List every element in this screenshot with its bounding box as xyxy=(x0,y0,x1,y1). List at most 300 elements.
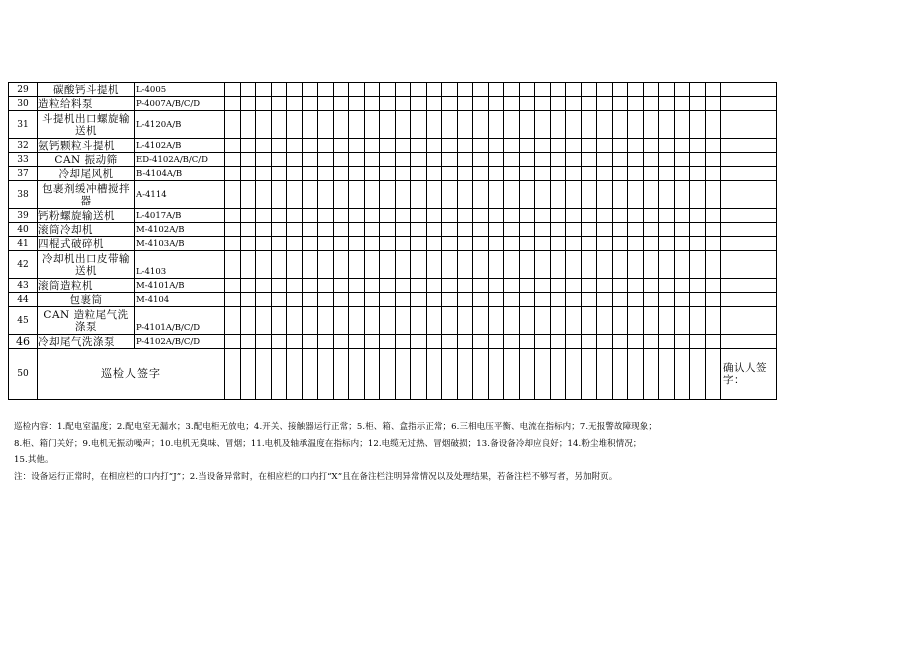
check-cell[interactable] xyxy=(473,335,489,349)
check-cell[interactable] xyxy=(659,209,675,223)
check-cell[interactable] xyxy=(488,237,504,251)
check-cell[interactable] xyxy=(364,279,380,293)
check-cell[interactable] xyxy=(612,97,628,111)
check-cell[interactable] xyxy=(612,181,628,209)
check-cell[interactable] xyxy=(426,181,442,209)
check-cell[interactable] xyxy=(240,181,256,209)
check-cell[interactable] xyxy=(318,139,334,153)
check-cell[interactable] xyxy=(287,97,303,111)
check-cell[interactable] xyxy=(457,153,473,167)
check-cell[interactable] xyxy=(302,97,318,111)
check-cell[interactable] xyxy=(488,307,504,335)
check-cell[interactable] xyxy=(287,237,303,251)
signature-cell[interactable] xyxy=(457,349,473,400)
check-cell[interactable] xyxy=(318,153,334,167)
check-cell[interactable] xyxy=(395,153,411,167)
check-cell[interactable] xyxy=(705,237,721,251)
check-cell[interactable] xyxy=(504,293,520,307)
check-cell[interactable] xyxy=(395,307,411,335)
check-cell[interactable] xyxy=(411,83,427,97)
check-cell[interactable] xyxy=(643,251,659,279)
check-cell[interactable] xyxy=(349,97,365,111)
check-cell[interactable] xyxy=(705,209,721,223)
check-cell[interactable] xyxy=(659,237,675,251)
check-cell[interactable] xyxy=(690,307,706,335)
check-cell[interactable] xyxy=(380,111,396,139)
check-cell[interactable] xyxy=(674,97,690,111)
check-cell[interactable] xyxy=(628,167,644,181)
check-cell[interactable] xyxy=(612,335,628,349)
check-cell[interactable] xyxy=(612,111,628,139)
check-cell[interactable] xyxy=(271,307,287,335)
check-cell[interactable] xyxy=(597,209,613,223)
check-cell[interactable] xyxy=(411,307,427,335)
check-cell[interactable] xyxy=(612,307,628,335)
check-cell[interactable] xyxy=(473,223,489,237)
check-cell[interactable] xyxy=(426,167,442,181)
check-cell[interactable] xyxy=(302,83,318,97)
check-cell[interactable] xyxy=(256,97,272,111)
check-cell[interactable] xyxy=(457,181,473,209)
check-cell[interactable] xyxy=(628,111,644,139)
check-cell[interactable] xyxy=(628,279,644,293)
check-cell[interactable] xyxy=(287,153,303,167)
check-cell[interactable] xyxy=(457,251,473,279)
check-cell[interactable] xyxy=(705,293,721,307)
check-cell[interactable] xyxy=(225,111,241,139)
check-cell[interactable] xyxy=(643,293,659,307)
check-cell[interactable] xyxy=(442,167,458,181)
signature-cell[interactable] xyxy=(504,349,520,400)
check-cell[interactable] xyxy=(550,139,566,153)
check-cell[interactable] xyxy=(287,223,303,237)
check-cell[interactable] xyxy=(659,97,675,111)
check-cell[interactable] xyxy=(690,279,706,293)
check-cell[interactable] xyxy=(225,335,241,349)
check-cell[interactable] xyxy=(302,111,318,139)
check-cell[interactable] xyxy=(519,335,535,349)
check-cell[interactable] xyxy=(395,279,411,293)
check-cell[interactable] xyxy=(457,293,473,307)
check-cell[interactable] xyxy=(411,293,427,307)
check-cell[interactable] xyxy=(597,111,613,139)
check-cell[interactable] xyxy=(612,139,628,153)
signature-cell[interactable] xyxy=(612,349,628,400)
check-cell[interactable] xyxy=(659,111,675,139)
check-cell[interactable] xyxy=(380,335,396,349)
check-cell[interactable] xyxy=(271,237,287,251)
check-cell[interactable] xyxy=(488,167,504,181)
check-cell[interactable] xyxy=(643,83,659,97)
check-cell[interactable] xyxy=(628,83,644,97)
check-cell[interactable] xyxy=(628,237,644,251)
check-cell[interactable] xyxy=(643,335,659,349)
check-cell[interactable] xyxy=(395,139,411,153)
check-cell[interactable] xyxy=(581,307,597,335)
check-cell[interactable] xyxy=(349,167,365,181)
signature-cell[interactable] xyxy=(442,349,458,400)
check-cell[interactable] xyxy=(380,307,396,335)
check-cell[interactable] xyxy=(457,223,473,237)
remarks-cell[interactable] xyxy=(721,97,777,111)
check-cell[interactable] xyxy=(643,181,659,209)
check-cell[interactable] xyxy=(380,167,396,181)
check-cell[interactable] xyxy=(628,223,644,237)
check-cell[interactable] xyxy=(457,111,473,139)
check-cell[interactable] xyxy=(271,97,287,111)
check-cell[interactable] xyxy=(519,251,535,279)
remarks-cell[interactable] xyxy=(721,139,777,153)
check-cell[interactable] xyxy=(690,293,706,307)
signature-cell[interactable] xyxy=(597,349,613,400)
check-cell[interactable] xyxy=(271,139,287,153)
check-cell[interactable] xyxy=(473,111,489,139)
check-cell[interactable] xyxy=(690,181,706,209)
check-cell[interactable] xyxy=(349,111,365,139)
check-cell[interactable] xyxy=(705,97,721,111)
check-cell[interactable] xyxy=(240,223,256,237)
check-cell[interactable] xyxy=(581,167,597,181)
check-cell[interactable] xyxy=(690,237,706,251)
check-cell[interactable] xyxy=(457,83,473,97)
check-cell[interactable] xyxy=(333,139,349,153)
check-cell[interactable] xyxy=(287,167,303,181)
check-cell[interactable] xyxy=(318,167,334,181)
check-cell[interactable] xyxy=(473,209,489,223)
check-cell[interactable] xyxy=(349,251,365,279)
check-cell[interactable] xyxy=(535,251,551,279)
check-cell[interactable] xyxy=(271,153,287,167)
check-cell[interactable] xyxy=(612,153,628,167)
check-cell[interactable] xyxy=(504,335,520,349)
check-cell[interactable] xyxy=(240,335,256,349)
check-cell[interactable] xyxy=(364,335,380,349)
check-cell[interactable] xyxy=(674,153,690,167)
check-cell[interactable] xyxy=(488,209,504,223)
check-cell[interactable] xyxy=(612,237,628,251)
check-cell[interactable] xyxy=(442,223,458,237)
check-cell[interactable] xyxy=(395,83,411,97)
check-cell[interactable] xyxy=(643,153,659,167)
check-cell[interactable] xyxy=(659,279,675,293)
check-cell[interactable] xyxy=(240,153,256,167)
check-cell[interactable] xyxy=(659,335,675,349)
check-cell[interactable] xyxy=(349,293,365,307)
check-cell[interactable] xyxy=(473,83,489,97)
check-cell[interactable] xyxy=(364,251,380,279)
check-cell[interactable] xyxy=(690,167,706,181)
check-cell[interactable] xyxy=(643,209,659,223)
check-cell[interactable] xyxy=(597,181,613,209)
check-cell[interactable] xyxy=(535,223,551,237)
check-cell[interactable] xyxy=(411,139,427,153)
check-cell[interactable] xyxy=(426,279,442,293)
check-cell[interactable] xyxy=(705,251,721,279)
signature-cell[interactable] xyxy=(271,349,287,400)
check-cell[interactable] xyxy=(597,223,613,237)
check-cell[interactable] xyxy=(550,307,566,335)
check-cell[interactable] xyxy=(426,153,442,167)
check-cell[interactable] xyxy=(333,97,349,111)
check-cell[interactable] xyxy=(333,251,349,279)
signature-cell[interactable] xyxy=(566,349,582,400)
check-cell[interactable] xyxy=(380,181,396,209)
check-cell[interactable] xyxy=(256,293,272,307)
check-cell[interactable] xyxy=(504,111,520,139)
check-cell[interactable] xyxy=(240,111,256,139)
check-cell[interactable] xyxy=(674,181,690,209)
check-cell[interactable] xyxy=(612,251,628,279)
check-cell[interactable] xyxy=(488,251,504,279)
check-cell[interactable] xyxy=(705,181,721,209)
check-cell[interactable] xyxy=(349,237,365,251)
check-cell[interactable] xyxy=(333,153,349,167)
check-cell[interactable] xyxy=(566,167,582,181)
check-cell[interactable] xyxy=(380,293,396,307)
check-cell[interactable] xyxy=(473,293,489,307)
check-cell[interactable] xyxy=(488,293,504,307)
check-cell[interactable] xyxy=(550,237,566,251)
check-cell[interactable] xyxy=(442,139,458,153)
check-cell[interactable] xyxy=(395,335,411,349)
check-cell[interactable] xyxy=(426,251,442,279)
check-cell[interactable] xyxy=(674,167,690,181)
check-cell[interactable] xyxy=(628,139,644,153)
check-cell[interactable] xyxy=(473,237,489,251)
check-cell[interactable] xyxy=(581,251,597,279)
check-cell[interactable] xyxy=(705,153,721,167)
check-cell[interactable] xyxy=(442,153,458,167)
check-cell[interactable] xyxy=(535,307,551,335)
check-cell[interactable] xyxy=(643,97,659,111)
check-cell[interactable] xyxy=(566,83,582,97)
check-cell[interactable] xyxy=(364,307,380,335)
check-cell[interactable] xyxy=(318,209,334,223)
signature-cell[interactable] xyxy=(488,349,504,400)
check-cell[interactable] xyxy=(581,237,597,251)
check-cell[interactable] xyxy=(597,97,613,111)
check-cell[interactable] xyxy=(333,223,349,237)
check-cell[interactable] xyxy=(256,167,272,181)
check-cell[interactable] xyxy=(519,307,535,335)
check-cell[interactable] xyxy=(302,223,318,237)
check-cell[interactable] xyxy=(659,307,675,335)
check-cell[interactable] xyxy=(488,181,504,209)
check-cell[interactable] xyxy=(333,237,349,251)
check-cell[interactable] xyxy=(457,335,473,349)
check-cell[interactable] xyxy=(442,307,458,335)
check-cell[interactable] xyxy=(597,307,613,335)
check-cell[interactable] xyxy=(349,139,365,153)
check-cell[interactable] xyxy=(519,209,535,223)
check-cell[interactable] xyxy=(659,83,675,97)
remarks-cell[interactable] xyxy=(721,251,777,279)
check-cell[interactable] xyxy=(442,181,458,209)
signature-cell[interactable] xyxy=(364,349,380,400)
remarks-cell[interactable] xyxy=(721,279,777,293)
check-cell[interactable] xyxy=(256,83,272,97)
check-cell[interactable] xyxy=(333,83,349,97)
signature-cell[interactable] xyxy=(287,349,303,400)
check-cell[interactable] xyxy=(302,293,318,307)
check-cell[interactable] xyxy=(550,153,566,167)
check-cell[interactable] xyxy=(349,335,365,349)
remarks-cell[interactable] xyxy=(721,181,777,209)
check-cell[interactable] xyxy=(705,83,721,97)
check-cell[interactable] xyxy=(256,335,272,349)
remarks-cell[interactable] xyxy=(721,223,777,237)
check-cell[interactable] xyxy=(535,83,551,97)
check-cell[interactable] xyxy=(318,223,334,237)
check-cell[interactable] xyxy=(705,167,721,181)
check-cell[interactable] xyxy=(690,153,706,167)
check-cell[interactable] xyxy=(302,307,318,335)
check-cell[interactable] xyxy=(643,223,659,237)
check-cell[interactable] xyxy=(535,111,551,139)
check-cell[interactable] xyxy=(674,307,690,335)
check-cell[interactable] xyxy=(550,83,566,97)
check-cell[interactable] xyxy=(519,139,535,153)
check-cell[interactable] xyxy=(705,111,721,139)
check-cell[interactable] xyxy=(240,293,256,307)
check-cell[interactable] xyxy=(364,237,380,251)
check-cell[interactable] xyxy=(659,293,675,307)
remarks-cell[interactable] xyxy=(721,307,777,335)
check-cell[interactable] xyxy=(380,97,396,111)
check-cell[interactable] xyxy=(504,83,520,97)
check-cell[interactable] xyxy=(550,251,566,279)
check-cell[interactable] xyxy=(597,335,613,349)
check-cell[interactable] xyxy=(426,83,442,97)
check-cell[interactable] xyxy=(271,167,287,181)
check-cell[interactable] xyxy=(535,293,551,307)
check-cell[interactable] xyxy=(302,181,318,209)
check-cell[interactable] xyxy=(566,279,582,293)
check-cell[interactable] xyxy=(240,167,256,181)
check-cell[interactable] xyxy=(690,139,706,153)
check-cell[interactable] xyxy=(566,335,582,349)
check-cell[interactable] xyxy=(488,139,504,153)
check-cell[interactable] xyxy=(628,335,644,349)
check-cell[interactable] xyxy=(504,139,520,153)
check-cell[interactable] xyxy=(426,293,442,307)
check-cell[interactable] xyxy=(256,237,272,251)
check-cell[interactable] xyxy=(240,97,256,111)
check-cell[interactable] xyxy=(705,279,721,293)
check-cell[interactable] xyxy=(380,251,396,279)
check-cell[interactable] xyxy=(504,167,520,181)
signature-cell[interactable] xyxy=(535,349,551,400)
check-cell[interactable] xyxy=(302,153,318,167)
check-cell[interactable] xyxy=(364,167,380,181)
check-cell[interactable] xyxy=(411,181,427,209)
check-cell[interactable] xyxy=(612,293,628,307)
check-cell[interactable] xyxy=(442,97,458,111)
check-cell[interactable] xyxy=(690,335,706,349)
check-cell[interactable] xyxy=(256,223,272,237)
check-cell[interactable] xyxy=(597,279,613,293)
check-cell[interactable] xyxy=(380,153,396,167)
check-cell[interactable] xyxy=(566,153,582,167)
signature-cell[interactable] xyxy=(581,349,597,400)
check-cell[interactable] xyxy=(705,307,721,335)
check-cell[interactable] xyxy=(349,209,365,223)
check-cell[interactable] xyxy=(318,97,334,111)
check-cell[interactable] xyxy=(504,97,520,111)
check-cell[interactable] xyxy=(302,209,318,223)
check-cell[interactable] xyxy=(488,111,504,139)
check-cell[interactable] xyxy=(395,167,411,181)
check-cell[interactable] xyxy=(519,97,535,111)
remarks-cell[interactable] xyxy=(721,111,777,139)
check-cell[interactable] xyxy=(504,181,520,209)
check-cell[interactable] xyxy=(364,153,380,167)
check-cell[interactable] xyxy=(674,279,690,293)
check-cell[interactable] xyxy=(225,279,241,293)
check-cell[interactable] xyxy=(566,237,582,251)
check-cell[interactable] xyxy=(225,97,241,111)
check-cell[interactable] xyxy=(442,251,458,279)
check-cell[interactable] xyxy=(457,237,473,251)
check-cell[interactable] xyxy=(504,223,520,237)
check-cell[interactable] xyxy=(628,181,644,209)
check-cell[interactable] xyxy=(535,139,551,153)
check-cell[interactable] xyxy=(457,139,473,153)
check-cell[interactable] xyxy=(426,209,442,223)
check-cell[interactable] xyxy=(597,251,613,279)
signature-cell[interactable] xyxy=(519,349,535,400)
check-cell[interactable] xyxy=(287,181,303,209)
check-cell[interactable] xyxy=(690,251,706,279)
check-cell[interactable] xyxy=(566,139,582,153)
check-cell[interactable] xyxy=(690,209,706,223)
check-cell[interactable] xyxy=(364,83,380,97)
check-cell[interactable] xyxy=(519,83,535,97)
check-cell[interactable] xyxy=(535,167,551,181)
check-cell[interactable] xyxy=(411,153,427,167)
check-cell[interactable] xyxy=(442,83,458,97)
check-cell[interactable] xyxy=(674,139,690,153)
check-cell[interactable] xyxy=(225,307,241,335)
check-cell[interactable] xyxy=(473,181,489,209)
check-cell[interactable] xyxy=(457,167,473,181)
check-cell[interactable] xyxy=(442,335,458,349)
check-cell[interactable] xyxy=(519,167,535,181)
check-cell[interactable] xyxy=(550,97,566,111)
signature-cell[interactable] xyxy=(628,349,644,400)
check-cell[interactable] xyxy=(581,223,597,237)
check-cell[interactable] xyxy=(271,279,287,293)
check-cell[interactable] xyxy=(566,181,582,209)
check-cell[interactable] xyxy=(550,181,566,209)
check-cell[interactable] xyxy=(240,139,256,153)
check-cell[interactable] xyxy=(597,293,613,307)
check-cell[interactable] xyxy=(426,139,442,153)
signature-cell[interactable] xyxy=(659,349,675,400)
check-cell[interactable] xyxy=(225,83,241,97)
check-cell[interactable] xyxy=(395,181,411,209)
signature-cell[interactable] xyxy=(674,349,690,400)
check-cell[interactable] xyxy=(643,279,659,293)
check-cell[interactable] xyxy=(225,223,241,237)
check-cell[interactable] xyxy=(705,223,721,237)
check-cell[interactable] xyxy=(643,139,659,153)
check-cell[interactable] xyxy=(674,209,690,223)
check-cell[interactable] xyxy=(581,153,597,167)
check-cell[interactable] xyxy=(597,237,613,251)
check-cell[interactable] xyxy=(581,97,597,111)
check-cell[interactable] xyxy=(705,335,721,349)
